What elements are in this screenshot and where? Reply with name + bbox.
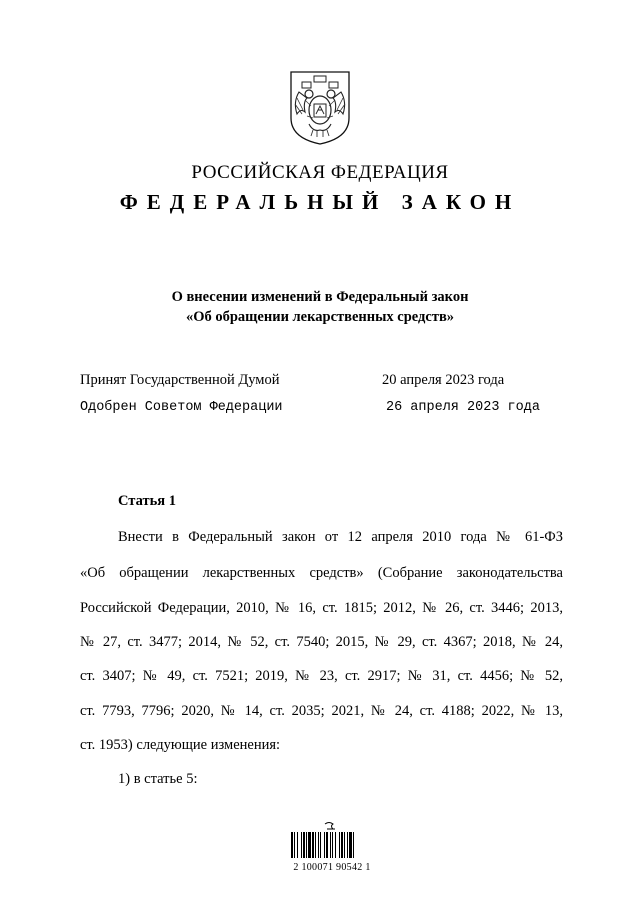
article-text-line: Российской Федерации, 2010, № 16, ст. 1815; 2012, № 26, ст. 3446; 2013, <box>80 600 563 616</box>
adoption-date: 26 апреля 2023 года <box>386 400 540 415</box>
article-heading: Статья 1 <box>118 493 176 509</box>
country-name: РОССИЙСКАЯ ФЕДЕРАЦИЯ <box>191 162 449 183</box>
adoption-label: Принят Государственной Думой <box>80 372 280 388</box>
article-text-line: ст. 3407; № 49, ст. 7521; 2019, № 23, ст. 2917; № 31, ст. 4456; № 52, <box>80 668 563 684</box>
adoption-label: Одобрен Советом Федерации <box>80 400 283 415</box>
coat-of-arms-icon <box>287 68 353 146</box>
barcode-icon <box>289 820 371 860</box>
article-text-line: «Об обращении лекарственных средств» (Собрание законодательства <box>80 565 563 581</box>
article-text-line: № 27, ст. 3477; 2014, № 52, ст. 7540; 2015, № 29, ст. 4367; 2018, № 24, <box>80 634 563 650</box>
article-text-line: ст. 7793, 7796; 2020, № 14, ст. 2035; 2021, № 24, ст. 4188; 2022, № 13, <box>80 703 563 719</box>
barcode-number: 2 100071 90542 1 <box>293 862 371 873</box>
document-type: ФЕДЕРАЛЬНЫЙ ЗАКОН <box>119 190 521 214</box>
article-text-line: ст. 1953) следующие изменения: <box>80 737 281 753</box>
article-text-line: Внести в Федеральный закон от 12 апреля 2010 года № 61-ФЗ <box>118 529 563 545</box>
article-item: 1) в статье 5: <box>118 771 198 787</box>
adoption-date: 20 апреля 2023 года <box>382 372 505 388</box>
law-title-line-1: О внесении изменений в Федеральный закон <box>171 289 469 305</box>
law-title-line-2: «Об обращении лекарственных средств» <box>185 309 455 325</box>
law-title <box>0 287 640 327</box>
